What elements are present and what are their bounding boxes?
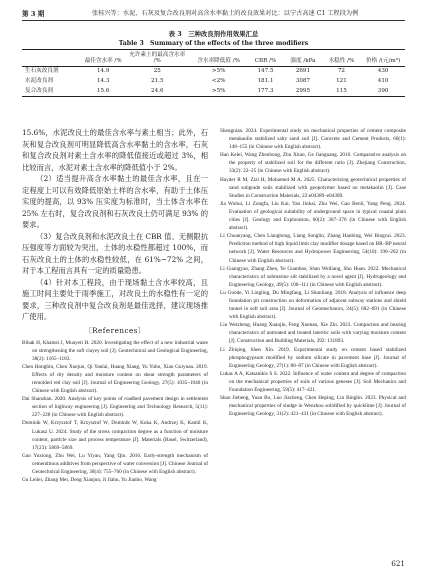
col-header-moisture-reduction: 含水率降低值 /% xyxy=(191,50,247,67)
col-header-cbr: CBR /% xyxy=(247,50,284,67)
table-caption xyxy=(22,30,405,48)
issue-label: 第 3 期 xyxy=(22,10,45,18)
reference-entry: Li Zhiqing, Shen Xin. 2019. Experimental study on cement based stabilized phosphogypsum modified by sodium silicate in pavement base [J]. Journal of Engineering Geology, 27(1): 80–87 (in Chinese with English abstract). xyxy=(220,346,406,369)
running-header xyxy=(22,8,405,21)
table-cell: 147.5 xyxy=(257,68,274,75)
reference-entry: Dai Shanshan. 2020. Analysis of key points of roadbed pavement design in settlement section of highway engineering [J]. Engineering and Technology Research, 5(11): 227–228 (in Chinese with English abstract). xyxy=(22,396,208,419)
table-cell: 390 xyxy=(361,86,405,96)
references-title: 〔References〕 xyxy=(84,325,146,335)
references-list-left xyxy=(22,339,208,485)
col-header-strength: 强度 /kPa xyxy=(284,50,321,67)
table-cell: 15.6 xyxy=(82,86,124,96)
table-header-row xyxy=(22,50,405,67)
reference-entry: Gu Leilei, Zhang Mei, Deng Xianjun, Ji Jiahu, Yu Jianbo, Wang xyxy=(22,477,157,484)
reference-entry: Lu Guode, Yi Lingling, Du Mingfang, Li Shunliang. 2018. Analysis of influence deep foundation pit construction on deformation of adjacent subway stations and shield tunnel in soft soil area [J]. Journal of Geomechanics, 24(5): 682–691 (in Chinese with English abstract). xyxy=(220,289,406,321)
page-number: 621 xyxy=(391,559,405,568)
reference-entry: Jia Wuhui, Li Zongfa, Liu Kai, Yan Jinkai, Zhu Wei, Gao Benli, Yang Peng. 2024. Evaluation of geological suitability of underground space in typical coastal plain cities [J]. Geology and Exploration, 60(2): 367–376 (in Chinese with English abstract). xyxy=(220,200,406,232)
body-paragraph: （4）针对本工程段，由于现场黏土含水率较高，且施工时间主要处于雨季施工，对改良土的水稳性有一定的要求，三种改良剂中复合改良剂是最佳选择，建议现场推广使用。 xyxy=(22,277,208,321)
reference-entry: Hayder R M, Zizi H, Mohamed M A. 2025. Characterizing geotechnical properties of sand subgrade soils stabilized with geopolymer based on metakaolin [J]. Case Studies in Construction Materials, 22:e04389–e04389. xyxy=(220,176,406,199)
table-cell: >5% xyxy=(191,86,247,96)
reference-entry: Shengnian. 2024. Experimental study on mechanical properties of cement composite metakaolin stabilized salty sand soil [J]. Concrete and Cement Products, 60(1): 148–155 (in Chinese with English abstract). xyxy=(220,128,406,151)
reference-entry: Shao Jiebeng, Yuan Bo, Luo Jiacheng, Chen Heping, Lin Binglin. 2023. Physical and mechanical properties of sludge in Wenzhou solidified by quicklime [J]. Journal of Engineering Geology, 31(2): 421–431 (in Chinese with English abstract). xyxy=(220,395,406,418)
reference-entry: Chen Hongbin, Chen Xuejun, Qi Yanlai, Huang Xiang, Yu Yubo, Xiao Guiyuan. 2019. Effects of dry density and moisture content on shear strength parameters of remolded red clay soil [J]. Journal of Engineering Geology, 27(5): 1035–1040 (in Chinese with English abstract). xyxy=(22,363,208,395)
table-cell: 115 xyxy=(322,86,362,96)
table-row xyxy=(22,77,405,87)
table-cell: <2% xyxy=(211,77,226,84)
table-cell: 410 xyxy=(377,77,389,84)
table-caption-en: Table 3 Summary of the effects of the three modifiers xyxy=(118,40,309,47)
table-corner-cell xyxy=(22,50,82,67)
table-cell: 430 xyxy=(377,68,389,75)
table-cell: 24.6 xyxy=(124,86,191,96)
row-label: 水泥改良剂 xyxy=(25,77,53,84)
reference-entry: Han Kelei, Wang Zhenhong, Zhu Xitao, Ge Jianguang. 2016. Comparative analysis on the property of stabilized soil for the different ratio [J]. Zhejiang Construction, 33(2): 22–25 (in Chinese with English abstract). xyxy=(220,152,406,175)
reference-entry: Li Guangyao, Zhang Zhen, Ye Guanbao, Shan Weiliang, Shu Huan. 2022. Mechanical characteristics of submarine silt stabilized by a novel agent [J]. Hydrogeology and Engineering Geology, 49(5): 106–111 (in Chinese with English abstract). xyxy=(220,265,406,288)
left-column xyxy=(22,127,208,484)
body-paragraph: 15.6%，水泥改良土的最佳含水率与素土相当；此外，石灰和复合改良剂可明显降低高含水率黏土的含水率，石灰和复合改良剂对素土含水率的降低值接近或超过 3%，相比较而言，水泥对素土含水率的降低值小于 2%。 xyxy=(22,128,208,172)
table-row xyxy=(22,67,405,77)
reference-entry: Bihak H, Khamsi J, Muayeti H. 2020. Investigating the effect of a new industrial waste on strengthening the soft clayey soil [J]. Geotechnical and Geological Engineering, 38(2): 1165–1183. xyxy=(22,339,208,362)
table-cell: 121 xyxy=(336,77,347,84)
table-cell: 72 xyxy=(337,68,345,75)
table-row xyxy=(22,86,405,96)
reference-entry: Li Chuanyang, Chen Lianghong, Liang Songlin, Zhang Hanbing, Wei Bingcai. 2023. Prediction method of high liquid limit clay modifier dosage based on BR–BP neural network [J]. Water Resources and Hydropower Engineering, 54(10): 190–202 (in Chinese with English abstract). xyxy=(220,233,406,264)
col-header-water-stability: 水稳性 /% xyxy=(322,50,362,67)
right-column xyxy=(220,127,406,418)
header-rule xyxy=(22,20,405,21)
table-cell: >5% xyxy=(211,68,226,75)
reference-entry: Gao Yuxiong, Zhu Wei, Lu Yiyan, Yang Qin. 2016. Early-strength mechanism of cementitious additives from perspective of water conversion [J]. Chinese Journal of Geotechnical Engineering, 38(4): 755–760 (in Chinese with English abstract). xyxy=(22,452,208,475)
table-cell: 14.9 xyxy=(96,68,110,75)
col-header-price: 价格 /(元/m³) xyxy=(361,50,405,67)
table-cell: 14.3 xyxy=(96,77,110,84)
reference-entry: Liu Weizheng, Huang Xuanjin, Feng Xuenan, Xie Zhi. 2023. Compaction and bearing characteristics of untreated and treated lateritic soils with varying moisture content [J]. Construction and Building Materials, 392: 131893. xyxy=(220,322,406,345)
table-cell: 2995 xyxy=(284,86,321,96)
row-label: 生石灰改良剂 xyxy=(25,68,59,75)
body-text xyxy=(22,127,208,323)
table-cell: 181.1 xyxy=(257,77,274,84)
table-cell: 2691 xyxy=(295,68,311,75)
running-title: 张桂兴等：水泥、石灰及复合改良剂对高含水率黏土的改良效果对比：以宁古高速 C1 工程段为例 xyxy=(92,10,359,17)
body-paragraph: （2）适当提升高含水率黏土的最佳含水率，且在一定程度上可以有效降低原始土样的含水率，有助于土体压实度的提高，以 93% 压实度为标准时，当土体含水率在 25% 左右时，复合改良剂和石灰改良土仍可满足 93% 的要求。 xyxy=(22,174,208,229)
reference-entry: Dominik W, Krzysztof T, Krzysztof W, Dominik W, Kuka K, Andrzej K, Kamil K, Lukasz U. 2024. Study of the stress compaction degree as a function of moisture content, particle size and process temperature [J]. Materials (Basel, Switzerland), 17(23): 5869–5869. xyxy=(22,420,208,451)
table-cell: 25 xyxy=(153,68,161,75)
table-caption-zh: 表 3 三种改良剂作用效果汇总 xyxy=(168,30,259,38)
table-cell: 21.5 xyxy=(151,77,164,84)
table-cell: 177.3 xyxy=(247,86,284,96)
reference-entry: Lukas A A, Katsanikis S S. 2022. Influence of water content and degree of compaction on the mechanical properties of soils of various geneses [J]. Soil Mechanics and Foundation Engineering, 59(5): 417–421. xyxy=(220,370,406,393)
body-paragraph: （3）复合改良剂和水泥改良土在 CBR 值、无侧限抗压强度等方面较为突出，土体的水稳性都超过 100%，而石灰改良土的土体的水稳性较低，在 61%~72% 之间，对于本工程而言具有一定的质量隐患。 xyxy=(22,231,208,275)
table-cell: 3087 xyxy=(295,77,311,84)
summary-table xyxy=(22,49,405,97)
references-list-right xyxy=(220,127,406,418)
row-label: 复合改良剂 xyxy=(22,86,82,96)
col-header-max-moisture: 允许素土的最高含水率 /% xyxy=(124,50,191,67)
col-header-optimum-moisture: 最佳含水率 /% xyxy=(82,50,124,67)
